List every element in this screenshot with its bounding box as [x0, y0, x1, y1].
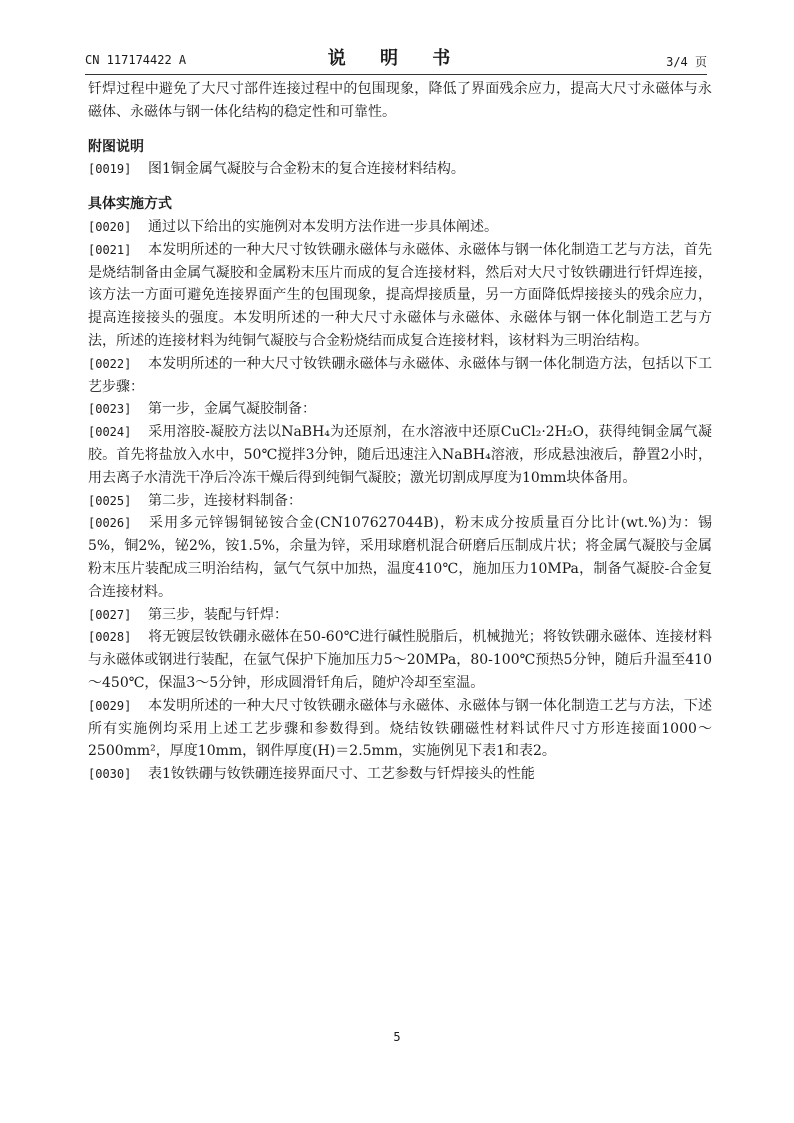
page-header [85, 44, 707, 74]
document-body [88, 78, 712, 786]
paragraph-number: [0020] [88, 219, 132, 234]
paragraph-0030 [88, 763, 712, 786]
paragraph-number: [0027] [88, 607, 132, 622]
patent-number: CN 117174422 A [85, 53, 187, 67]
paragraph-text: 第一步，金属气凝胶制备： [148, 401, 316, 418]
paragraph-text: 第三步，装配与钎焊： [148, 606, 288, 623]
paragraph-number: [0025] [88, 493, 132, 508]
paragraph-text: 图1铜金属气凝胶与合金粉末的复合连接材料结构。 [148, 161, 465, 178]
paragraph-text: 采用多元锌锡铜铋铵合金(CN107627044B)，粉末成分按质量百分比计(wt.%)为：锡5%，铜2%，铋2%，铵1.5%，余量为锌，采用球磨机混合研磨后压制成片状；将金属气凝胶与金属粉末压片装配成三明治结构，氩气气氛中加热，温度410℃，施加压力10MPa，制备气凝胶-合金复合连接材料。 [88, 515, 712, 600]
paragraph-number: [0028] [88, 630, 132, 645]
paragraph-0025 [88, 490, 712, 513]
paragraph-0028 [88, 626, 712, 694]
paragraph-0020 [88, 216, 712, 239]
intro-paragraph: 钎焊过程中避免了大尺寸部件连接过程中的包围现象，降低了界面残余应力，提高大尺寸永磁体与永磁体、永磁体与钢一体化结构的稳定性和可靠性。 [88, 81, 712, 120]
paragraph-number: [0024] [88, 425, 132, 440]
paragraph-number: [0023] [88, 402, 132, 417]
paragraph-0024 [88, 421, 712, 489]
paragraph-text: 通过以下给出的实施例对本发明方法作进一步具体阐述。 [148, 218, 498, 235]
paragraph-text: 本发明所述的一种大尺寸钕铁硼永磁体与永磁体、永磁体与钢一体化制造工艺与方法，首先是烧结制备由金属气凝胶和金属粉末压片而成的复合连接材料，然后对大尺寸钕铁硼进行钎焊连接，该方法一方面可避免连接界面产生的包围现象，提高焊接质量，另一方面降低焊接接头的残余应力，提高连接接头的强度。本发明所述的一种大尺寸永磁体与永磁体、永磁体与钢一体化制造工艺与方法，所述的连接材料为纯铜气凝胶与合金粉烧结而成复合连接材料，该材料为三明治结构。 [88, 241, 712, 349]
paragraph-0021 [88, 239, 712, 353]
paragraph-text: 将无镀层钕铁硼永磁体在50-60℃进行碱性脱脂后，机械抛光；将钕铁硼永磁体、连接材料与永磁体或钢进行装配，在氩气保护下施加压力5～20MPa，80-100℃预热5分钟，随后升温至410～450℃，保温3～5分钟，形成圆滑钎角后，随炉冷却至室温。 [88, 629, 712, 691]
page-indicator: 3/4 页 [666, 55, 707, 69]
paragraph-number: [0029] [88, 698, 132, 713]
paragraph-0026 [88, 512, 712, 603]
paragraph-0029 [88, 695, 712, 763]
paragraph-text: 本发明所述的一种大尺寸钕铁硼永磁体与永磁体、永磁体与钢一体化制造方法，包括以下工艺步骤： [88, 355, 712, 395]
paragraph-text: 第二步，连接材料制备： [148, 492, 302, 509]
paragraph-0023 [88, 398, 712, 421]
paragraph-0027 [88, 604, 712, 627]
paragraph-0019 [88, 158, 712, 181]
paragraph-text: 表1钕铁硼与钕铁硼连接界面尺寸、工艺参数与钎焊接头的性能 [148, 766, 535, 783]
paragraph-number: [0026] [88, 516, 132, 531]
paragraph-text: 本发明所述的一种大尺寸钕铁硼永磁体与永磁体、永磁体与钢一体化制造工艺与方法，下述所有实施例均采用上述工艺步骤和参数得到。烧结钕铁硼磁性材料试件尺寸方形连接面1000～2500mm²，厚度10mm，钢件厚度(H)＝2.5mm，实施例见下表1和表2。 [88, 697, 712, 760]
paragraph-text: 采用溶胶-凝胶方法以NaBH₄为还原剂，在水溶液中还原CuCl₂·2H₂O，获得纯铜金属气凝胶。首先将盐放入水中，50℃搅拌3分钟，随后迅速注入NaBH₄溶液，形成悬浊液后，静置2小时，用去离子水清洗干净后冷冻干燥后得到纯铜气凝胶；激光切割成厚度为10mm块体备用。 [88, 424, 712, 486]
paragraph-0022 [88, 353, 712, 399]
document-title: 说 明 书 [327, 48, 465, 69]
paragraph-number: [0030] [88, 767, 132, 782]
paragraph-number: [0019] [88, 162, 132, 177]
header-rule [85, 74, 707, 75]
paragraph-number: [0021] [88, 242, 132, 257]
page-number: 5 [393, 1030, 401, 1044]
embodiments-heading: 具体实施方式 [88, 196, 172, 213]
figures-heading: 附图说明 [88, 138, 144, 155]
paragraph-number: [0022] [88, 356, 132, 371]
